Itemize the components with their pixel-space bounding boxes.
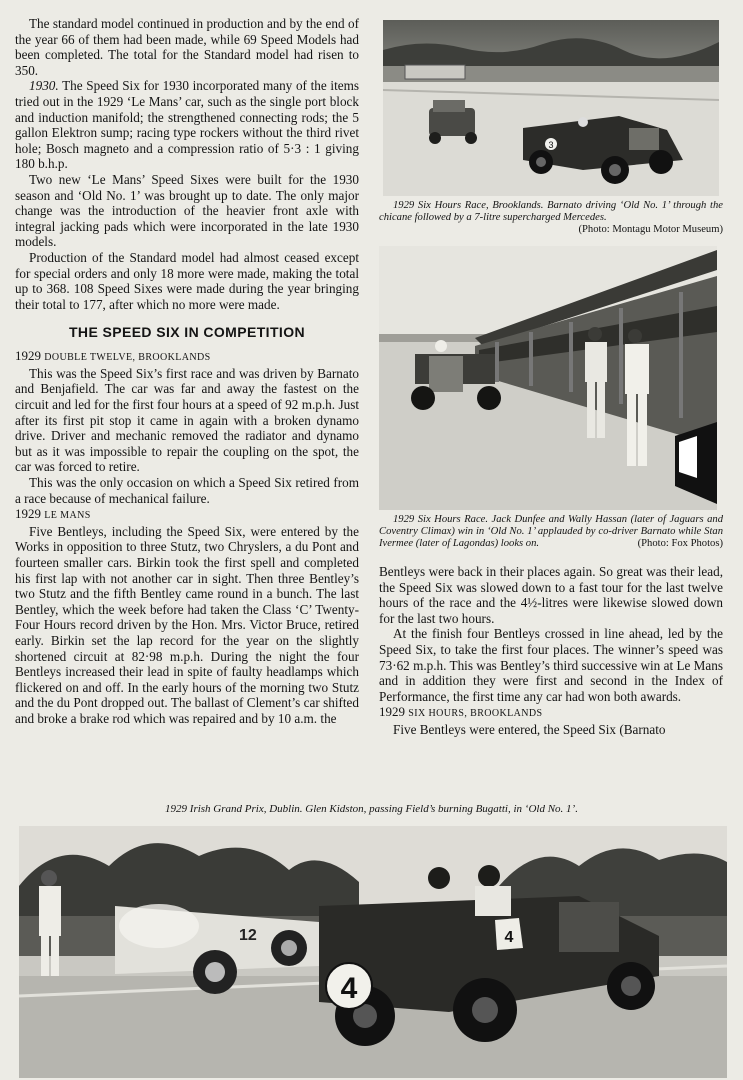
subheading-year: 1929 xyxy=(379,704,405,720)
photo-six-hours-pits-image xyxy=(379,246,717,510)
right-column xyxy=(379,20,723,738)
svg-text:4: 4 xyxy=(340,972,358,1005)
caption-six-hours-pits xyxy=(379,514,723,550)
svg-text:12: 12 xyxy=(239,927,257,944)
subheading-title: LE MANS xyxy=(44,510,91,522)
photo-brooklands-chicane-image xyxy=(383,20,719,196)
subheading-six-hours xyxy=(379,704,723,722)
paragraph-five-bentleys: Five Bentleys, including the Speed Six, were entered by the Works in opposition to three Stutz, two Chryslers, a du Pont and fourteen smaller cars. Birkin took the first spell and completed his first lap with not another car in sight. Then three Bentley’s two Stutz and the fifth Bentley came round in a bunch. The last Bentley, which the week before had taken the Class ‘C’ Twenty-Four Hours record driven by the Hon. Mrs. Victor Bruce, retired early. Birkin set the lap record for the year on the slightly shortened circuit at 82·98 m.p.h. During the night the four Bentleys increased their lead in spite of faulty headlamps which flickered on and off. In the early hours of the morning two Stutz and the du Pont dropped out. The ballast of Clement’s car shifted and broke a brake rod which was repaired and by 10 a.m. the xyxy=(15,523,359,726)
section-heading: THE SPEED SIX IN COMPETITION xyxy=(68,324,305,341)
caption-text: 1929 Six Hours Race, Brooklands. Barnato driving ‘Old No. 1’ through the chicane followed by a 7-litre supercharged Mercedes. xyxy=(379,200,723,223)
paragraph-five-entered: Five Bentleys were entered, the Speed Six (Barnato xyxy=(393,721,666,737)
caption-irish-grand-prix: 1929 Irish Grand Prix, Dublin. Glen Kidston, passing Field’s burning Bugatti, in ‘Old No. 1’. xyxy=(165,803,578,815)
caption-brooklands-chicane xyxy=(379,200,723,236)
paragraph-production: Production of the Standard model had almost ceased except for special orders and only 18 more were made, making the total up to 368. 108 Speed Sixes were made during the year bringing their total to 177, after which no more were made. xyxy=(15,249,359,312)
paragraph-only-occasion: This was the only occasion on which a Speed Six retired from a race because of mechanical failure. xyxy=(15,475,359,506)
subheading-title: SIX HOURS, BROOKLANDS xyxy=(408,708,543,720)
subheading-le-mans xyxy=(15,506,359,524)
paragraph-finish: At the finish four Bentleys crossed in line ahead, led by the Speed Six, to take the first four places. The winner’s speed was 73·62 m.p.h. This was Bentley’s third successive win at Le Mans and in addition they were first and second in the Index of Performance, the first time any car had won both awards. xyxy=(379,626,723,704)
subheading-title: DOUBLE TWELVE, BROOKLANDS xyxy=(44,352,211,364)
photo-six-hours-pits xyxy=(379,246,717,510)
svg-text:3: 3 xyxy=(548,140,554,150)
left-column xyxy=(15,16,359,727)
paragraph-standard-model: The standard model continued in production and by the end of the year 66 of them had been made, while 69 Speed Models had been completed. The total for the Standard model had risen to 350. xyxy=(15,16,359,78)
photo-irish-grand-prix xyxy=(19,826,727,1078)
photo-irish-grand-prix-image xyxy=(19,826,727,1078)
svg-text:4: 4 xyxy=(504,929,514,946)
caption-text: 1929 Six Hours Race. Jack Dunfee and Wally Hassan (later of Jaguars and Coventry Climax) win in ‘Old No. 1’ applauded by co-driver Barnato while Stan Ivermee (later of Lagondas) looks on. xyxy=(379,514,723,549)
paragraph-first-race: This was the Speed Six’s first race and was driven by Barnato and Benjafield. The car was far and away the fastest on the circuit and led for the first four hours at a speed of 92 m.p.h. Just after its first pit stop it came in again with a broken dynamo drive. Driver and mechanic removed the radiator and dynamo but as it was impossible to repair the coupling on the spot, the car was forced to retire. xyxy=(15,365,359,475)
subheading-year: 1929 xyxy=(15,506,41,522)
photo-credit: (Photo: Montagu Motor Museum) xyxy=(578,224,723,235)
photo-credit: (Photo: Fox Photos) xyxy=(637,538,723,549)
paragraph-1930-text: The Speed Six for 1930 incorporated many of the items tried out in the 1929 ‘Le Mans’ car, such as the single port block and induction manifold; the strengthened connecting rods; the 5 gallon Elektron sump; racing type rockers without the third rivet hole; Bosch magneto and a compression ratio of 5·3 : 1 giving 180 b.h.p. xyxy=(15,78,359,172)
subheading-year: 1929 xyxy=(15,348,41,364)
year-1930: 1930. xyxy=(29,78,59,94)
paragraph-1930 xyxy=(15,78,359,172)
paragraph-bentleys-back: Bentleys were back in their places again. So great was their lead, the Speed Six was slowed down to a fast tour for the last twelve hours of the race and the 4½-litres were likewise slowed down for the last two hours. xyxy=(379,564,723,626)
subheading-double-twelve xyxy=(15,348,359,366)
photo-brooklands-chicane xyxy=(383,20,719,196)
paragraph-le-mans-sixes: Two new ‘Le Mans’ Speed Sixes were built for the 1930 season and ‘Old No. 1’ was brought up to date. The only major change was the introduction of the heavier front axle with integral jacking pads which were incorporated in the late 1930 models. xyxy=(15,171,359,250)
